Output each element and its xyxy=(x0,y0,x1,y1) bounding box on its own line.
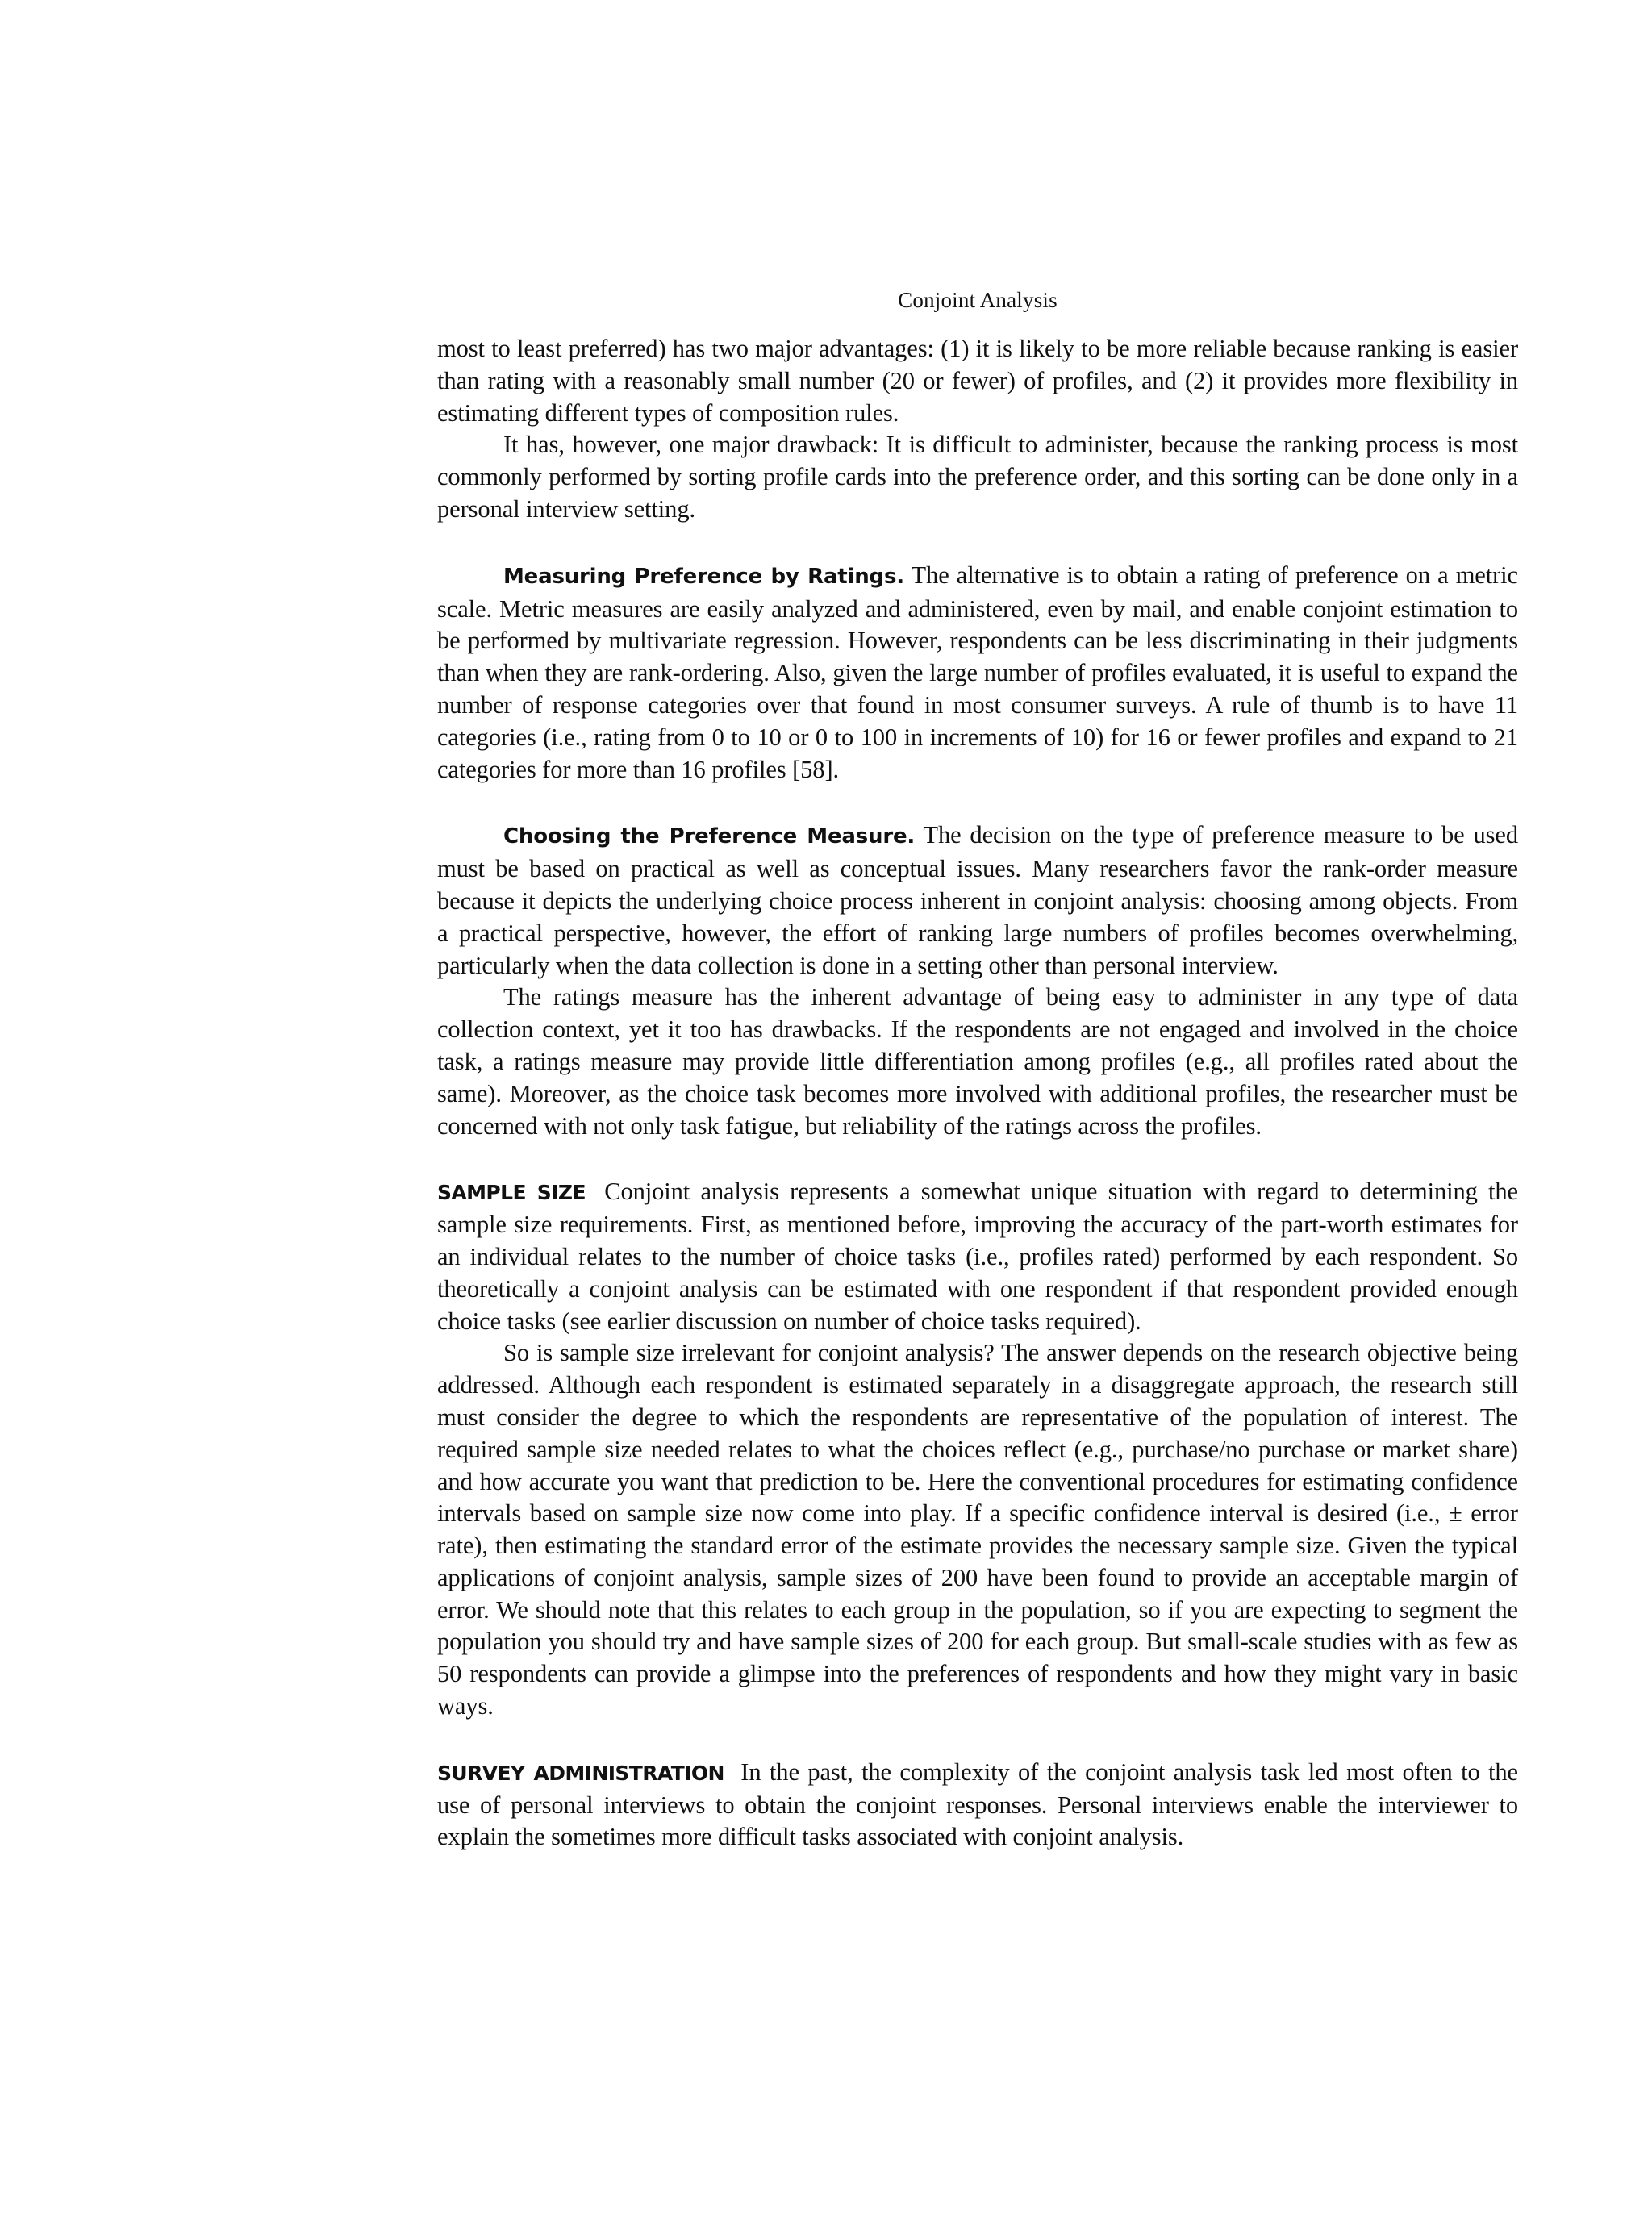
paragraph-survey-administration xyxy=(437,1757,1518,1853)
section-gap xyxy=(437,1142,1518,1176)
section-gap xyxy=(437,1723,1518,1757)
paragraph-sample-size-relevance: So is sample size irrelevant for conjoint analysis? The answer depends on the research objective being addressed. Although each respondent is estimated separately in a disaggregate approach, the research still must consider the degree to which the respondents are representative of the population of interest. The required sample size needed relates to what the choices reflect (e.g., purchase/no purchase or market share) and how accurate you want that prediction to be. Here the conventional procedures for estimating confidence intervals based on sample size now come into play. If a specific confidence interval is desired (i.e., ± error rate), then estimating the standard error of the estimate provides the necessary sample size. Given the typical applications of conjoint analysis, sample sizes of 200 have been found to provide an acceptable margin of error. We should note that this relates to each group in the population, so if you are expecting to segment the population you should try and have sample sizes of 200 for each group. But small-scale studies with as few as 50 respondents can provide a glimpse into the preferences of respondents and how they might vary in basic ways. xyxy=(437,1339,1518,1720)
paragraph-sample-size xyxy=(437,1176,1518,1337)
paragraph-ratings xyxy=(437,560,1518,786)
paragraph-ranking-advantages: most to least preferred) has two major advantages: (1) it is likely to be more reliable because ranking is easier than rating with a reasonably small number (20 or fewer) of profiles, and (2) it provides more flexibility in estimating different types of composition rules. xyxy=(437,335,1518,427)
paragraph-ranking-drawback: It has, however, one major drawback: It is difficult to administer, because the ranking process is most commonly performed by sorting profile cards into the preference order, and this sorting can be done only in a personal interview setting. xyxy=(437,431,1518,523)
heading-survey-administration: SURVEY ADMINISTRATION xyxy=(437,1761,724,1785)
sample-size-text: Conjoint analysis represents a somewhat unique situation with regard to determining the sample size requirements. First, as mentioned before, improving the accuracy of the part-worth estimates for an individual relates to the number of choice tasks (i.e., profiles rated) performed by each respondent. So theoretically a conjoint analysis can be estimated with one respondent if that respondent provided enough choice tasks (see earlier discussion on number of choice tasks required). xyxy=(437,1178,1518,1335)
section-gap xyxy=(437,786,1518,819)
paragraph-choosing xyxy=(437,819,1518,982)
paragraph-ratings-advantage: The ratings measure has the inherent advantage of being easy to administer in any type of data collection context, yet it too has drawbacks. If the respondents are not engaged and involved in the choice task, a ratings measure may provide little differentiation among profiles (e.g., all profiles rated about the same). Moreover, as the choice task becomes more involved with additional profiles, the researcher must be concerned with not only task fatigue, but reliability of the ratings across the profiles. xyxy=(437,983,1518,1140)
page-body xyxy=(437,286,1518,1853)
choosing-text: The decision on the type of preference measure to be used must be based on practical as well as conceptual issues. Many researchers favor the rank-order measure because it depicts the underlying choice process inherent in conjoint analysis: choosing among objects. From a practical perspective, however, the effort of ranking large numbers of profiles becomes overwhelming, particularly when the data collection is done in a setting other than personal interview. xyxy=(437,821,1518,979)
section-gap xyxy=(437,526,1518,560)
heading-choosing-the-preference-measure: Choosing the Preference Measure. xyxy=(503,824,916,849)
survey-text: In the past, the complexity of the conjoint analysis task led most often to the use of personal interviews to obtain the conjoint responses. Personal interviews enable the interviewer to explain the sometimes more difficult tasks associated with conjoint analysis. xyxy=(437,1758,1518,1851)
heading-measuring-preference-by-ratings: Measuring Preference by Ratings. xyxy=(503,564,904,589)
running-head: Conjoint Analysis xyxy=(898,288,1058,312)
heading-sample-size: SAMPLE SIZE xyxy=(437,1181,586,1205)
ratings-text: The alternative is to obtain a rating of preference on a metric scale. Metric measures are easily analyzed and administered, even by mail, and enable conjoint estimation to be performed by multivariate regression. However, respondents can be less discriminating in their judgments than when they are rank-ordering. Also, given the large number of profiles evaluated, it is useful to expand the number of response categories over that found in most consumer surveys. A rule of thumb is to have 11 categories (i.e., rating from 0 to 10 or 0 to 100 in increments of 10) for 16 or fewer profiles and expand to 21 categories for more than 16 profiles [58]. xyxy=(437,561,1518,783)
